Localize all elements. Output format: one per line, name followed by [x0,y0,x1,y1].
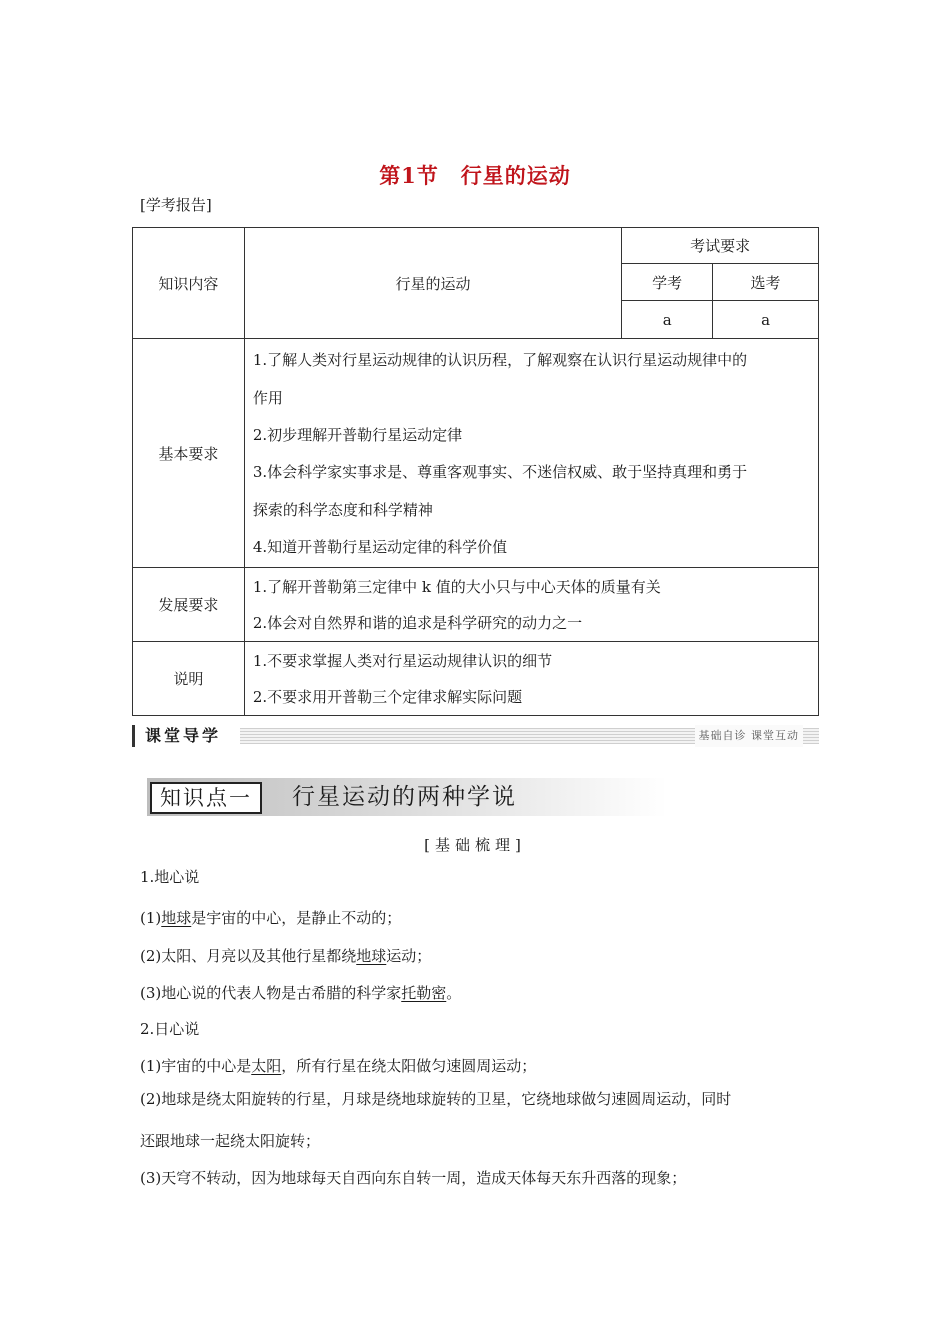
basic-requirement-list [244,339,818,568]
list-item: 1.了解人类对行星运动规律的认识历程，了解观察在认识行星运动规律中的 [252,351,748,369]
paragraph: (3)天穹不转动，因为地球每天自西向东自转一周，造成天体每天东升西落的现象； [140,1169,687,1187]
knowledge-point-tag: 知识点一 [150,782,262,814]
text: (2)太阳、月亮以及其他行星都绕 [140,947,357,965]
underlined-answer: 地球 [356,947,387,965]
section-title: 2.日心说 [140,1020,200,1038]
list-item: 2.体会对自然界和谐的追求是科学研究的动力之一 [252,613,583,632]
list-item: 作用 [252,389,283,407]
underlined-answer: 太阳 [251,1057,282,1075]
knowledge-point-heading: 行星运动的两种学说 [292,784,517,810]
text: ，所有行星在绕太阳做匀速圆周运动； [281,1057,537,1075]
text: (3)地心说的代表人物是古希腊的科学家 [140,984,402,1002]
xuankao-level: a [713,301,819,339]
section-title: 1.地心说 [140,868,200,886]
underlined-answer: 托勒密 [401,984,447,1002]
list-item: 2.初步理解开普勒行星运动定律 [252,426,463,444]
development-requirement-label: 发展要求 [133,568,245,642]
list-item: 1.了解开普勒第三定律中 k 值的大小只与中心天体的质量有关 [252,577,661,596]
development-requirement-list [244,568,818,642]
underlined-answer: 地球 [161,909,192,927]
banner-title: 课堂导学 [132,725,234,747]
text: 。 [446,984,462,1002]
note-label: 说明 [133,642,245,716]
paragraph-continuation: 还跟地球一起绕太阳旋转； [140,1132,321,1150]
list-item: 2.不要求用开普勒三个定律求解实际问题 [252,687,523,706]
knowledge-content-header: 知识内容 [133,228,245,339]
paragraph [140,945,431,966]
text: 运动； [386,947,432,965]
paragraph [140,982,461,1003]
section-subheading: [基础梳理] [424,836,526,854]
xuankao-header: 选考 [713,264,819,301]
requirements-table [132,227,819,716]
section-banner [132,725,819,747]
list-item: 4.知道开普勒行星运动定律的科学价值 [252,538,508,556]
list-item: 探索的科学态度和科学精神 [252,501,433,519]
note-list [244,642,818,716]
paragraph: (2)地球是绕太阳旋转的行星，月球是绕地球旋转的卫星，它绕地球做匀速圆周运动，同时 [140,1090,732,1108]
report-label: [学考报告] [140,196,212,214]
text: (1)宇宙的中心是 [140,1057,252,1075]
banner-subtitle: 基础自诊 课堂互动 [695,725,804,747]
xuekao-level: a [622,301,713,339]
topic-cell: 行星的运动 [244,228,621,339]
list-item: 3.体会科学家实事求是、尊重客观事实、不迷信权威、敢于坚持真理和勇于 [252,463,748,481]
xuekao-header: 学考 [622,264,713,301]
text: (1) [140,909,162,927]
page-title: 第1节 行星的运动 [379,163,571,188]
text: 是宇宙的中心，是静止不动的； [191,909,402,927]
basic-requirement-label: 基本要求 [133,339,245,568]
paragraph [140,1055,536,1076]
list-item: 1.不要求掌握人类对行星运动规律认识的细节 [252,651,553,670]
paragraph [140,907,401,928]
knowledge-point-header [147,778,667,816]
exam-requirement-header: 考试要求 [622,228,819,264]
